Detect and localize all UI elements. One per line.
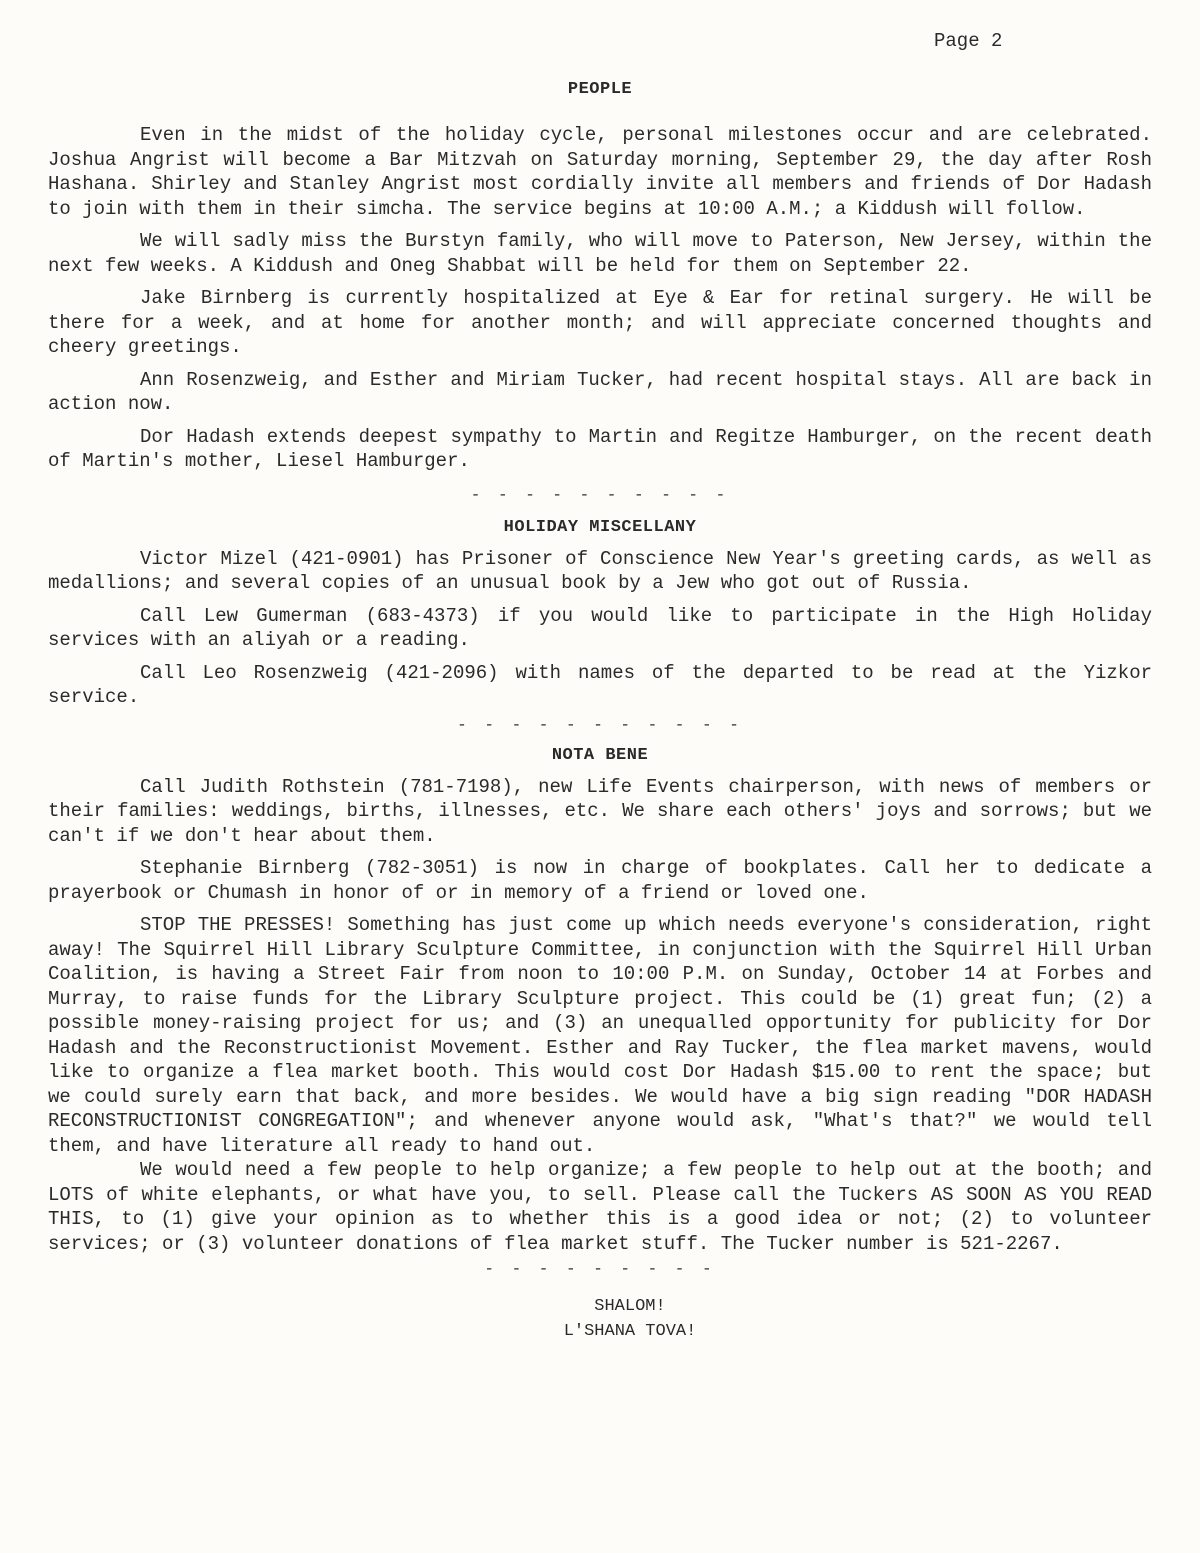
closing-line-shana-tova: L'SHANA TOVA! [563,1322,697,1341]
paragraph: Call Judith Rothstein (781-7198), new Life Events chairperson, with news of members or their families: weddings, births, illnesses, etc. We share each others' joys and sorrows; but we can't if we don't hear about them. [48,775,1152,847]
paragraph: STOP THE PRESSES! Something has just come up which needs everyone's consideration, right away! The Squirrel Hill Library Sculpture Committee, in conjunction with the Squirrel Hill Urban Coalition, is having a Street Fair from noon to 10:00 P.M. on Sunday, October 14 at Forbes and Murray, to raise funds for the Library Sculpture project. This could be (1) great fun; (2) a possible money-raising project for us; and (3) an unequalled opportunity for publicity for Dor Hadash and the Reconstructionist Movement. Esther and Ray Tucker, the flea market mavens, would like to organize a flea market booth. This would cost Dor Hadash $15.00 to rent the space; but we could surely earn that back, and more besides. We would have a big sign reading "DOR HADASH RECONSTRUCTIONIST CONGREGATION"; and whenever anyone would ask, "What's that?" we would tell them, and have literature all ready to hand out. [48,914,1152,1157]
section-separator: - - - - - - - - - - - [457,715,743,734]
paragraph: Jake Birnberg is currently hospitalized at Eye & Ear for retinal surgery. He will be there for a week, and at home for another month; and will appreciate concerned thoughts and cheery greetings. [48,287,1152,358]
section-separator: - - - - - - - - - - [470,485,730,504]
section-heading: HOLIDAY MISCELLANY [503,517,697,537]
paragraph: Stephanie Birnberg (782-3051) is now in charge of bookplates. Call her to dedicate a prayerbook or Chumash in honor of or in memory of a friend or loved one. [48,857,1152,904]
section-people [48,80,1152,504]
section-holiday-miscellany [48,518,1152,734]
paragraph: Ann Rosenzweig, and Esther and Miriam Tucker, had recent hospital stays. All are back in action now. [48,368,1152,415]
closing-line-shalom: SHALOM! [594,1297,666,1316]
paragraph: Call Lew Gumerman (683-4373) if you would like to participate in the High Holiday services with an aliyah or a reading. [48,604,1152,651]
section-separator: - - - - - - - - - [484,1260,716,1278]
closing-greeting [48,1294,1152,1344]
paragraph: Dor Hadash extends deepest sympathy to Martin and Regitze Hamburger, on the recent death of Martin's mother, Liesel Hamburger. [48,425,1152,472]
section-heading: NOTA BENE [551,745,649,765]
paragraph: Even in the midst of the holiday cycle, personal milestones occur and are celebrated. Joshua Angrist will become a Bar Mitzvah on Saturday morning, September 29, the day after Rosh Hashana. Shirley and Stanley Angrist most cordially invite all members and friends of Dor Hadash to join with them in their simcha. The service begins at 10:00 A.M.; a Kiddush will follow. [48,124,1152,220]
newsletter-page [48,28,1152,1344]
page-number: Page 2 [934,30,1003,52]
section-heading: PEOPLE [567,80,633,99]
paragraph: Call Leo Rosenzweig (421-2096) with names of the departed to be read at the Yizkor service. [48,661,1152,708]
paragraph: Victor Mizel (421-0901) has Prisoner of Conscience New Year's greeting cards, as well as medallions; and several copies of an unusual book by a Jew who got out of Russia. [48,547,1152,594]
section-nota-bene [48,746,1152,1279]
paragraph: We will sadly miss the Burstyn family, who will move to Paterson, New Jersey, within the next few weeks. A Kiddush and Oneg Shabbat will be held for them on September 22. [48,230,1152,277]
paragraph: We would need a few people to help organize; a few people to help out at the booth; and LOTS of white elephants, or what have you, to sell. Please call the Tuckers AS SOON AS YOU READ THIS, to (1) give your opinion as to whether this is a good idea or not; (2) to volunteer services; or (3) volunteer donations of flea market stuff. The Tucker number is 521-2267. [48,1159,1152,1255]
